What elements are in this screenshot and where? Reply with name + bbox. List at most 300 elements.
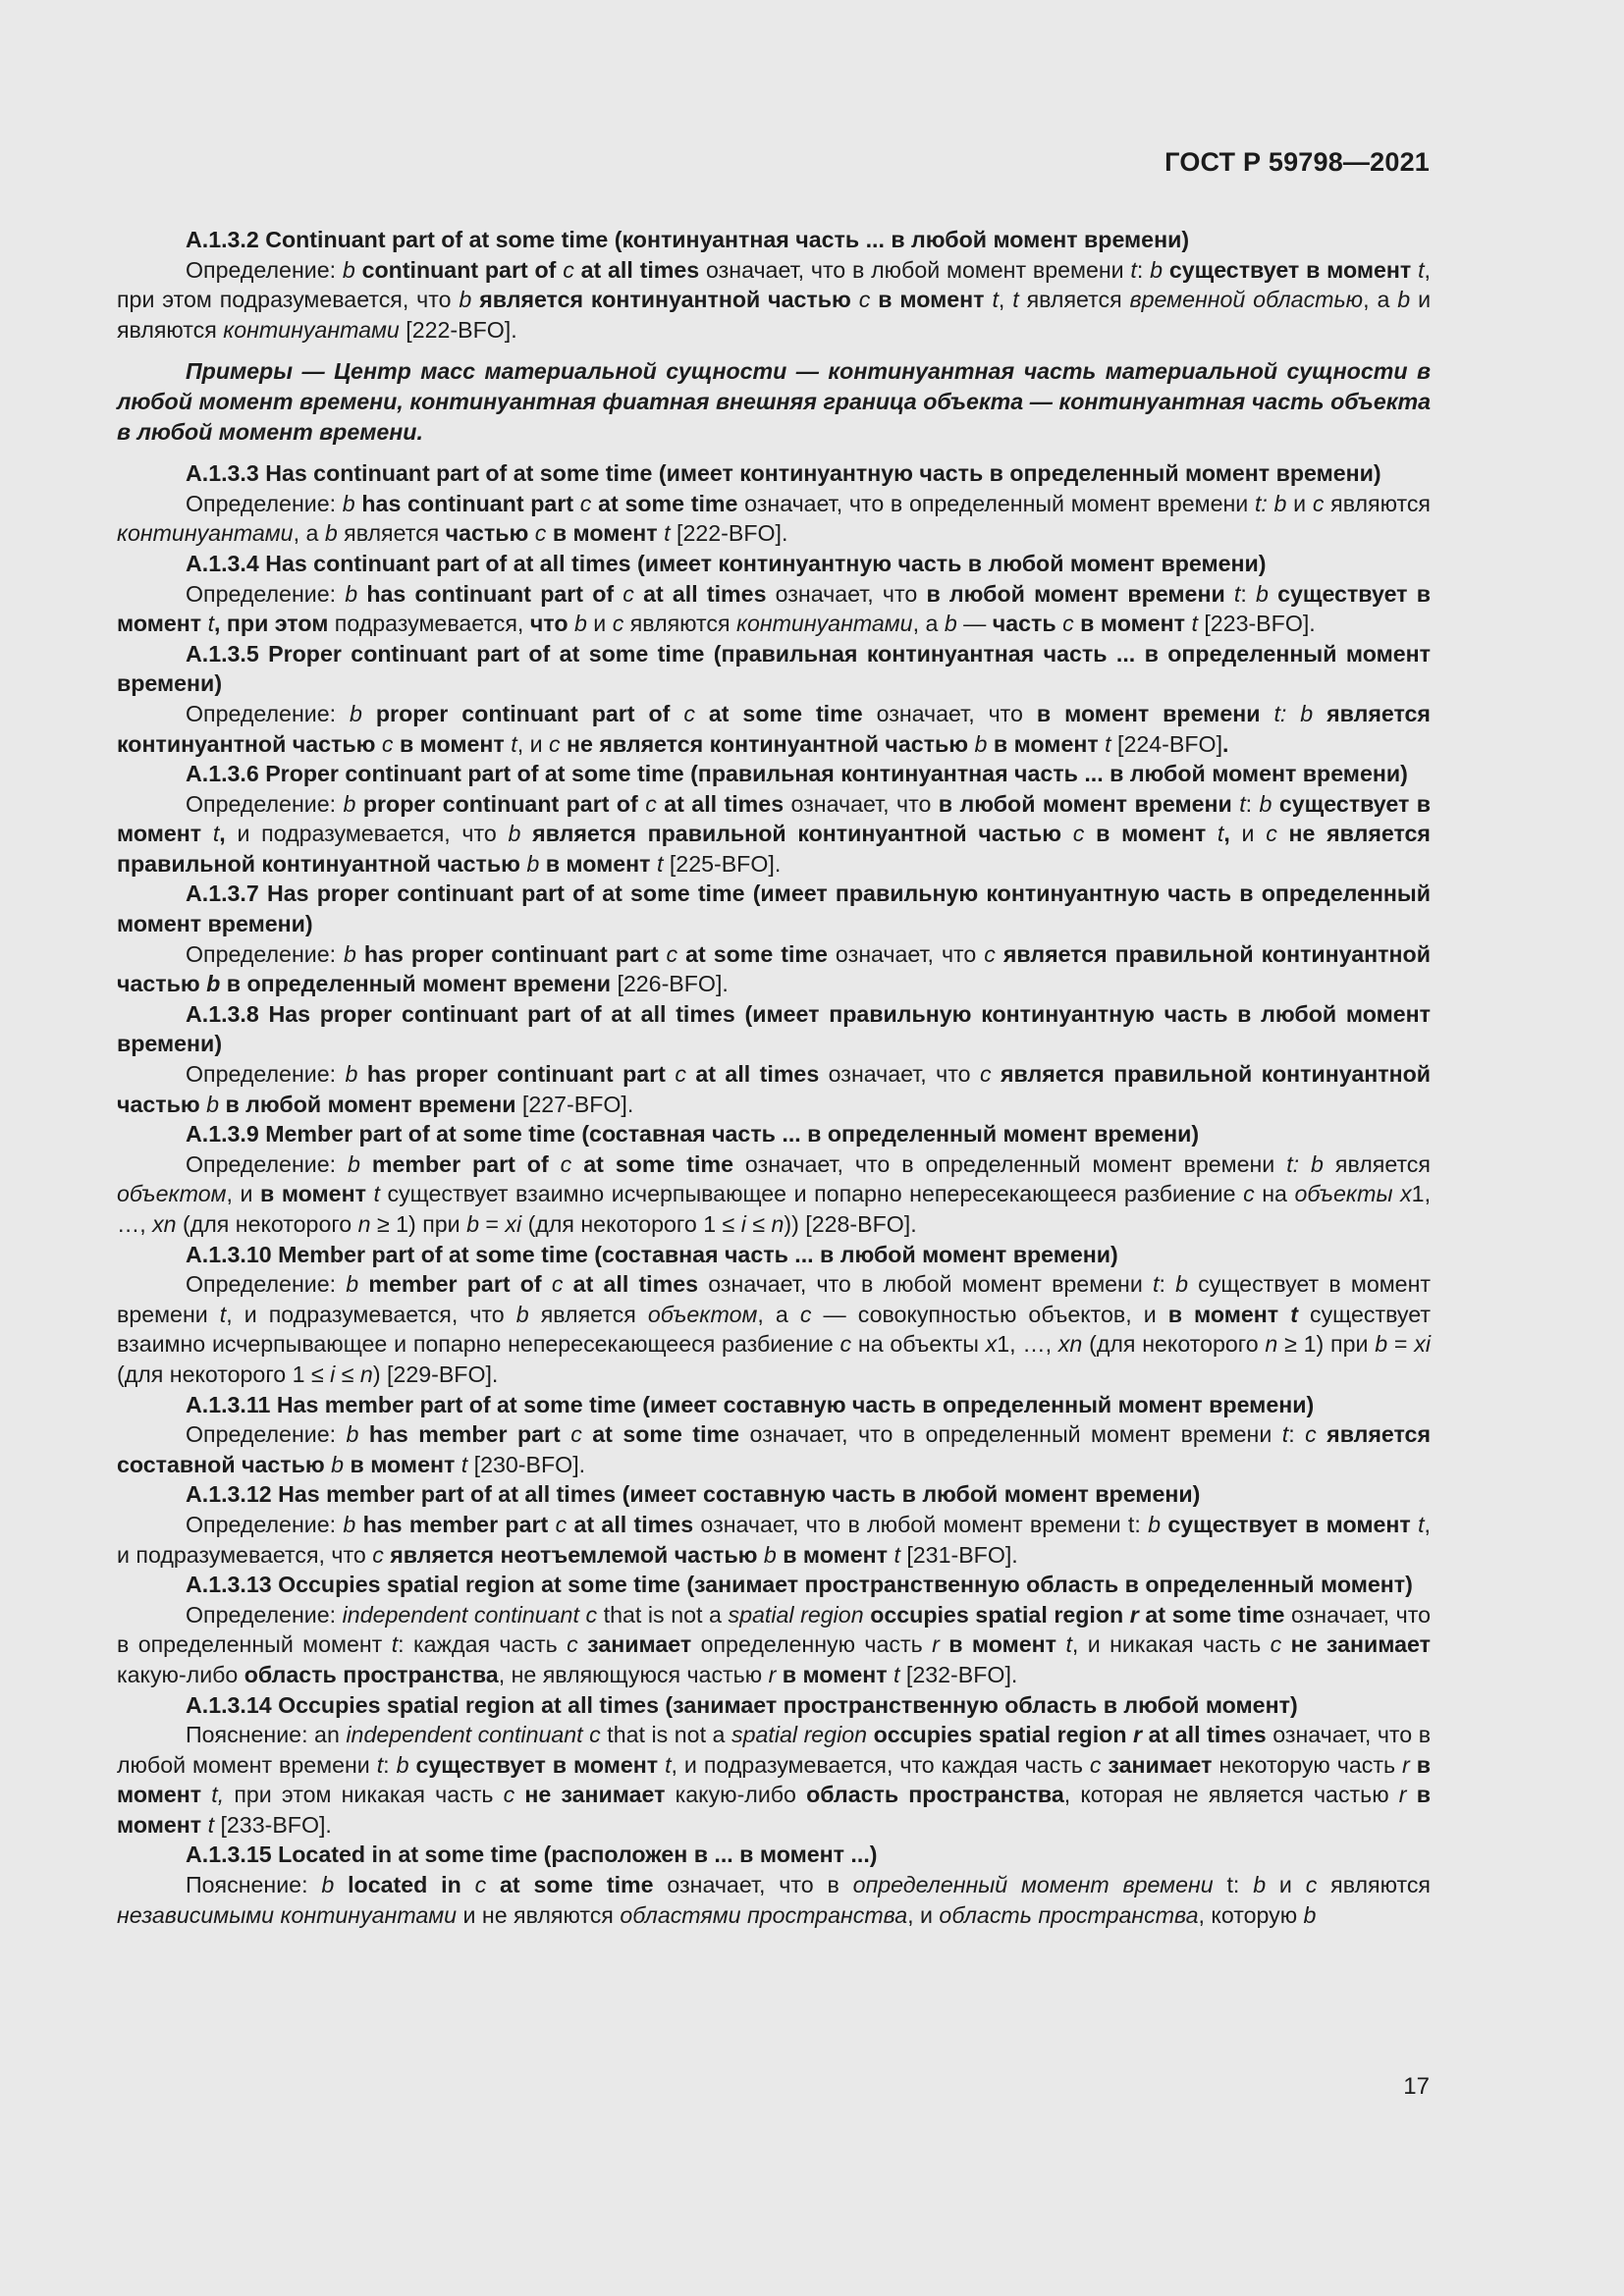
text-run (514, 1782, 524, 1807)
text-run: и (1286, 490, 1313, 516)
text-run (1123, 1602, 1130, 1628)
text-run: означает, что в любой момент времени t: (693, 1511, 1149, 1537)
text-run: t (1217, 821, 1224, 847)
text-run: b (974, 730, 988, 757)
text-run: , а (1363, 287, 1398, 313)
text-run: и являются (117, 287, 1432, 343)
text-run: не является континуантной частью (567, 730, 969, 757)
text-run (1269, 581, 1277, 607)
text-run: c (579, 490, 592, 516)
text-run: [225-BFO]. (663, 850, 782, 877)
text-run: означает, что (827, 940, 985, 967)
text-run: [232-BFO]. (899, 1661, 1018, 1687)
text-run: at some time (708, 700, 863, 726)
definition-paragraph (117, 1149, 1431, 1240)
text-run (561, 1421, 570, 1447)
text-run: , не являющуюся частью (498, 1661, 769, 1687)
text-run: [222-BFO]. (670, 520, 788, 547)
page-content (117, 225, 1431, 1930)
text-run: c (979, 1061, 992, 1088)
text-run: t (1281, 1421, 1289, 1448)
text-run: : каждая часть (398, 1631, 568, 1658)
text-run: А.1.3.15 Located in at some time (расположен в ... в момент ...) (186, 1842, 878, 1868)
text-run (574, 257, 581, 283)
text-run: t (212, 821, 220, 847)
text-run: located in (348, 1872, 461, 1898)
text-run: : (1288, 1421, 1306, 1448)
text-run: b (1256, 580, 1269, 607)
text-run: А.1.3.3 Has continuant part of at some time (имеет континуантную часть в определенный момент времени) (186, 460, 1381, 487)
text-run: Определение: (186, 1601, 343, 1628)
text-run (1061, 821, 1073, 846)
text-run: xn (1057, 1331, 1083, 1358)
text-run: at some time (592, 1421, 740, 1448)
text-run: в момент (117, 1782, 1431, 1838)
text-run: А.1.3.14 Occupies spatial region at all times (занимает пространственную область в любой момент) (186, 1691, 1298, 1718)
text-run: какую-либо (117, 1661, 244, 1687)
section-heading (117, 759, 1431, 789)
text-run: являются (623, 611, 736, 637)
text-run: является континуантной частью (479, 287, 851, 313)
definition-paragraph (117, 1059, 1431, 1119)
text-run: c (799, 1301, 812, 1327)
text-run: t, (211, 1782, 225, 1808)
text-run: t: b (1273, 700, 1314, 726)
text-run: является (528, 1301, 648, 1327)
text-run: t (460, 1451, 468, 1477)
text-run: и подразумевается, что (225, 821, 509, 847)
text-run: b (343, 790, 356, 817)
text-run: определенный момент времени (852, 1872, 1214, 1898)
text-run: является правильной континуантной частью (117, 1061, 1432, 1117)
text-run: в момент (783, 1541, 888, 1568)
text-run (563, 1271, 572, 1297)
text-run: в момент (399, 730, 505, 757)
text-run: that is not a (597, 1601, 729, 1628)
text-run: occupies spatial region (870, 1601, 1124, 1628)
text-run: at all times (1148, 1722, 1267, 1748)
text-run: в момент (552, 520, 658, 547)
text-run: b (1397, 287, 1411, 313)
text-run: t (207, 1811, 215, 1838)
text-run: в момент (1096, 821, 1207, 847)
section-heading (117, 1570, 1431, 1600)
text-run: (для некоторого (1082, 1331, 1266, 1358)
text-run (542, 1271, 552, 1297)
text-run: означает, что (784, 790, 939, 817)
text-run: , и подразумевается, что (117, 1511, 1431, 1568)
text-run: существует взаимно исчерпывающее и попарно непересекающееся разбиение (117, 1301, 1431, 1358)
text-run: t (1233, 580, 1241, 607)
text-run: c (645, 790, 657, 817)
text-run: означает, что в определенный момент (117, 1601, 1432, 1658)
text-run: означает, что в любой момент времени (698, 1271, 1153, 1298)
text-run: существует в момент времени (117, 1271, 1431, 1327)
definition-paragraph (117, 579, 1431, 639)
text-run: : (1240, 580, 1256, 607)
definition-paragraph (117, 1720, 1431, 1840)
section-heading (117, 1690, 1431, 1721)
text-run: c (555, 1511, 568, 1537)
text-run (360, 1151, 372, 1177)
text-run: ≤ (335, 1361, 360, 1387)
text-run: А.1.3.10 Member part of at some time (составная часть ... в любой момент времени) (186, 1241, 1118, 1267)
example-paragraph (117, 356, 1431, 447)
text-run: независимыми континуантами (117, 1901, 458, 1928)
text-run (358, 1421, 368, 1447)
text-run: в момент (117, 1751, 1431, 1808)
text-run: , которая не является частью (1063, 1782, 1399, 1808)
text-run (1206, 821, 1218, 846)
section-heading (117, 999, 1431, 1059)
text-run (1260, 701, 1273, 726)
text-run: ≥ 1) при (370, 1211, 467, 1237)
text-run: Определение: (186, 1061, 346, 1088)
text-run: на (1254, 1181, 1295, 1207)
text-run: proper continuant part of (362, 790, 638, 817)
text-run (614, 581, 623, 607)
text-run: c (1062, 611, 1074, 637)
text-run: в момент (993, 730, 1099, 757)
text-run: t (511, 730, 517, 757)
text-run: t (893, 1661, 900, 1687)
text-run (358, 1271, 368, 1297)
text-run: at all times (573, 1511, 694, 1537)
text-run: c (548, 730, 561, 757)
text-run: Определение: (186, 1421, 347, 1448)
text-run: континуантами (117, 520, 294, 547)
text-run: , и никакая часть (1071, 1631, 1271, 1658)
text-run: А.1.3.2 Continuant part of at some time (континуантная часть ... в любой момент времени) (186, 227, 1190, 252)
text-run: independent continuant c (346, 1722, 601, 1748)
text-run: область пространства (244, 1661, 499, 1687)
text-run: занимает (587, 1631, 692, 1658)
text-run: [226-BFO]. (611, 971, 729, 997)
text-run (356, 941, 364, 967)
text-run: — (956, 611, 993, 637)
text-run: t: b (1254, 490, 1287, 516)
text-run: Определение: (186, 490, 343, 516)
text-run (940, 1631, 948, 1657)
text-run (355, 257, 362, 283)
text-run: = (1387, 1331, 1415, 1358)
text-run: t (1290, 1301, 1298, 1327)
text-run: в момент (545, 850, 651, 877)
text-run: А.1.3.6 Proper continuant part of at some time (правильная континуантная часть ... в любой момент времени) (186, 761, 1408, 787)
text-run: b (396, 1751, 409, 1778)
text-run: Пояснение: (186, 1872, 322, 1898)
text-run: в момент (260, 1181, 366, 1207)
text-run: has proper continuant part (366, 1061, 666, 1088)
text-run (582, 1421, 592, 1447)
text-run: t (1152, 1271, 1160, 1298)
section-heading (117, 1840, 1431, 1870)
text-run: является правильной континуантной частью (117, 940, 1431, 997)
section-heading (117, 1390, 1431, 1420)
text-run: c (675, 1061, 686, 1088)
text-run: А.1.3.11 Has member part of at some time (имеет составную часть в определенный момент времени) (186, 1391, 1315, 1417)
text-run: Примеры — Центр масс материальной сущности — континуантная часть материальной сущности в любой момент времени, континуантная фиатная внешняя граница объекта — континуантная часть объекта в любой момент времени. (117, 358, 1431, 445)
text-run: ≤ (745, 1211, 772, 1237)
text-run: c (612, 611, 624, 637)
text-run (571, 1151, 583, 1177)
text-run (357, 581, 366, 607)
text-run (1281, 1631, 1290, 1657)
text-run (677, 941, 685, 967)
text-run: b (515, 1301, 529, 1327)
text-run (1410, 1752, 1417, 1778)
text-run: в момент (878, 287, 985, 313)
text-run: не является правильной континуантной частью (117, 821, 1431, 877)
text-run: какую-либо (665, 1782, 807, 1808)
text-run (573, 491, 580, 516)
text-run: А.1.3.7 Has proper continuant part of at some time (имеет правильную континуантную часть в определенный момент времени) (117, 881, 1431, 937)
text-run: является континуантной частью (117, 700, 1431, 757)
text-run: xn (152, 1211, 177, 1237)
text-run: и не являются (457, 1901, 621, 1928)
text-run: означает, что (862, 700, 1037, 726)
text-run: не занимает (1290, 1631, 1431, 1658)
text-run: t (1418, 1511, 1425, 1537)
text-run: b (526, 850, 540, 877)
definition-paragraph (117, 1419, 1431, 1479)
text-run: b (206, 971, 221, 997)
text-run: t (1065, 1631, 1072, 1658)
text-run: в момент (782, 1661, 888, 1687)
text-run: 1, …, (117, 1181, 1432, 1237)
text-run (1278, 1302, 1290, 1327)
text-run: c (1305, 1872, 1318, 1898)
text-run: has member part (368, 1421, 561, 1448)
text-run: (для некоторого 1 ≤ (117, 1361, 331, 1387)
text-run: , (219, 821, 226, 847)
text-run: [233-BFO]. (214, 1811, 332, 1838)
text-run: , и (907, 1901, 940, 1928)
text-run: областями пространства (620, 1901, 908, 1928)
text-run: Определение: (186, 790, 344, 817)
text-run: , которую (1198, 1901, 1304, 1928)
text-run (992, 1061, 1001, 1087)
text-run: spatial region (728, 1601, 864, 1628)
text-run: b (466, 1211, 479, 1237)
text-run: является (1323, 1150, 1431, 1177)
text-run (1407, 1782, 1417, 1807)
text-run: b (324, 520, 338, 547)
text-run: континуантами (736, 611, 913, 637)
text-run: b (343, 1511, 356, 1537)
text-run: at all times (572, 1271, 699, 1298)
text-run: c (503, 1782, 515, 1808)
text-run: r (1402, 1751, 1410, 1778)
text-run: в любой момент времени (225, 1091, 516, 1117)
text-run (549, 1151, 561, 1177)
text-run: b (346, 1271, 359, 1298)
text-run: b (331, 1451, 345, 1477)
text-run: c (623, 580, 634, 607)
text-run: t (893, 1541, 900, 1568)
text-run: , и подразумевается, что каждая часть (671, 1751, 1090, 1778)
text-run: что (529, 611, 568, 637)
text-run: c (683, 700, 695, 726)
section-heading (117, 879, 1431, 938)
text-run: c (567, 1631, 578, 1658)
text-run: объектом (117, 1181, 227, 1207)
text-run: Пояснение: an (186, 1722, 347, 1748)
text-run: Определение: (186, 1150, 349, 1177)
text-run: в определенный момент времени (226, 971, 611, 997)
text-run: t (1130, 256, 1137, 283)
text-run: , (1223, 821, 1230, 847)
text-run: c (474, 1872, 487, 1898)
text-run: b (573, 611, 587, 637)
text-run: has continuant part of (366, 580, 615, 607)
text-run: c (666, 940, 678, 967)
text-run: at all times (580, 256, 700, 283)
text-run: t (1191, 611, 1198, 637)
text-run: c (984, 940, 996, 967)
text-run: has continuant part (361, 490, 574, 516)
text-run: [222-BFO]. (399, 316, 517, 343)
text-run: t (664, 520, 671, 547)
text-run: b (206, 1091, 220, 1117)
text-run: является правильной континуантной частью (532, 821, 1062, 847)
text-run: n (359, 1361, 373, 1387)
definition-paragraph (117, 699, 1431, 759)
text-run: в момент (1167, 1301, 1279, 1327)
text-run: n (771, 1211, 785, 1237)
text-run (201, 821, 213, 846)
text-run: : (1136, 256, 1151, 283)
text-run: и (1229, 821, 1267, 847)
text-run: b (321, 1872, 335, 1898)
text-run: t: (1213, 1872, 1254, 1898)
text-run: является (1018, 287, 1130, 313)
text-run: существует в момент (1167, 1511, 1411, 1537)
definition-paragraph (117, 1870, 1431, 1930)
definition-paragraph (117, 255, 1431, 346)
text-run: c (1305, 1421, 1317, 1448)
text-run: c (570, 1421, 582, 1448)
text-run (1225, 581, 1234, 607)
text-run (996, 941, 1003, 967)
text-run (357, 1061, 366, 1087)
text-run (355, 791, 362, 817)
text-run: А.1.3.12 Has member part of at all times (имеет составную часть в любой момент времени) (186, 1481, 1201, 1508)
text-run: существует в момент (117, 580, 1431, 637)
text-run: c (1243, 1181, 1255, 1207)
text-run: xi (1414, 1331, 1431, 1358)
text-run: b (1253, 1872, 1267, 1898)
text-run: r (1129, 1601, 1139, 1628)
text-run: [223-BFO]. (1197, 611, 1316, 637)
text-run: часть (992, 611, 1056, 637)
text-run: существует в момент (117, 790, 1431, 847)
text-run: continuant part of (361, 256, 557, 283)
text-run: является составной частью (117, 1421, 1431, 1477)
text-run: t (207, 611, 215, 637)
definition-paragraph (117, 1269, 1431, 1389)
text-run: частью (445, 520, 529, 547)
text-run: b (459, 287, 472, 313)
text-run: в любой момент времени (938, 790, 1232, 817)
text-run: континуантами (223, 316, 400, 343)
text-run (578, 1631, 587, 1657)
text-run: c (1266, 821, 1277, 847)
text-run: at some time (685, 940, 828, 967)
text-run: временной областью (1129, 287, 1364, 313)
definition-paragraph (117, 939, 1431, 999)
text-run (486, 1872, 500, 1897)
text-run: c (560, 1150, 572, 1177)
section-heading (117, 458, 1431, 489)
text-run: . (1222, 730, 1229, 757)
document-code: ГОСТ Р 59798—2021 (1164, 147, 1430, 177)
text-run (634, 581, 643, 607)
text-run (851, 287, 859, 312)
text-run: c (1270, 1631, 1282, 1658)
text-run: c (563, 256, 574, 283)
text-run: (для некоторого 1 ≤ (521, 1211, 741, 1237)
text-run: spatial region (731, 1722, 868, 1748)
text-run: (для некоторого (176, 1211, 358, 1237)
text-run: c (1089, 1751, 1102, 1778)
text-run: t: b (1286, 1150, 1324, 1177)
text-run: , при этом (214, 611, 329, 637)
text-run: c (839, 1331, 852, 1358)
text-run: означает, что в любой момент времени (117, 1722, 1432, 1778)
text-run: c (372, 1541, 384, 1568)
text-run: объекты x (1294, 1181, 1412, 1207)
text-run: и (1266, 1872, 1306, 1898)
text-run: означает, что в (653, 1872, 853, 1898)
text-run (1084, 821, 1096, 846)
text-run (670, 701, 683, 726)
text-run: существует в момент (415, 1751, 659, 1778)
text-run: , а (293, 520, 325, 547)
text-run: has proper continuant part (363, 940, 659, 967)
text-run: b (348, 1150, 360, 1177)
text-run: Определение: (186, 1511, 344, 1537)
text-run: на объекты (851, 1331, 986, 1358)
text-run: [227-BFO]. (515, 1091, 634, 1117)
text-run (659, 941, 667, 967)
text-run: t (1105, 730, 1111, 757)
text-run: А.1.3.5 Proper continuant part of at some time (правильная континуантная часть ... в определенный момент времени) (117, 640, 1431, 697)
text-run: b (1175, 1271, 1188, 1298)
text-run: b (345, 580, 358, 607)
text-run: некоторую часть (1212, 1751, 1402, 1778)
text-run: ) [229-BFO]. (372, 1361, 499, 1387)
text-run: t (1012, 287, 1019, 313)
text-run: в момент (948, 1631, 1057, 1658)
text-run: at all times (695, 1061, 820, 1088)
text-run: t (1418, 256, 1425, 283)
text-run: означает, что в определенный момент времени (732, 1150, 1287, 1177)
text-run: в момент времени (1036, 700, 1261, 726)
text-run: t (376, 1751, 384, 1778)
text-run: c (1312, 490, 1325, 516)
text-run: b (342, 490, 355, 516)
text-run: member part of (368, 1271, 542, 1298)
text-run (1277, 821, 1289, 846)
text-run: является (337, 520, 446, 547)
text-run: independent continuant c (342, 1601, 598, 1628)
text-run: , а (757, 1301, 800, 1327)
text-run: в момент (1080, 611, 1185, 637)
text-run: has member part (362, 1511, 549, 1537)
text-run: = (478, 1211, 506, 1237)
text-run (1313, 701, 1326, 726)
